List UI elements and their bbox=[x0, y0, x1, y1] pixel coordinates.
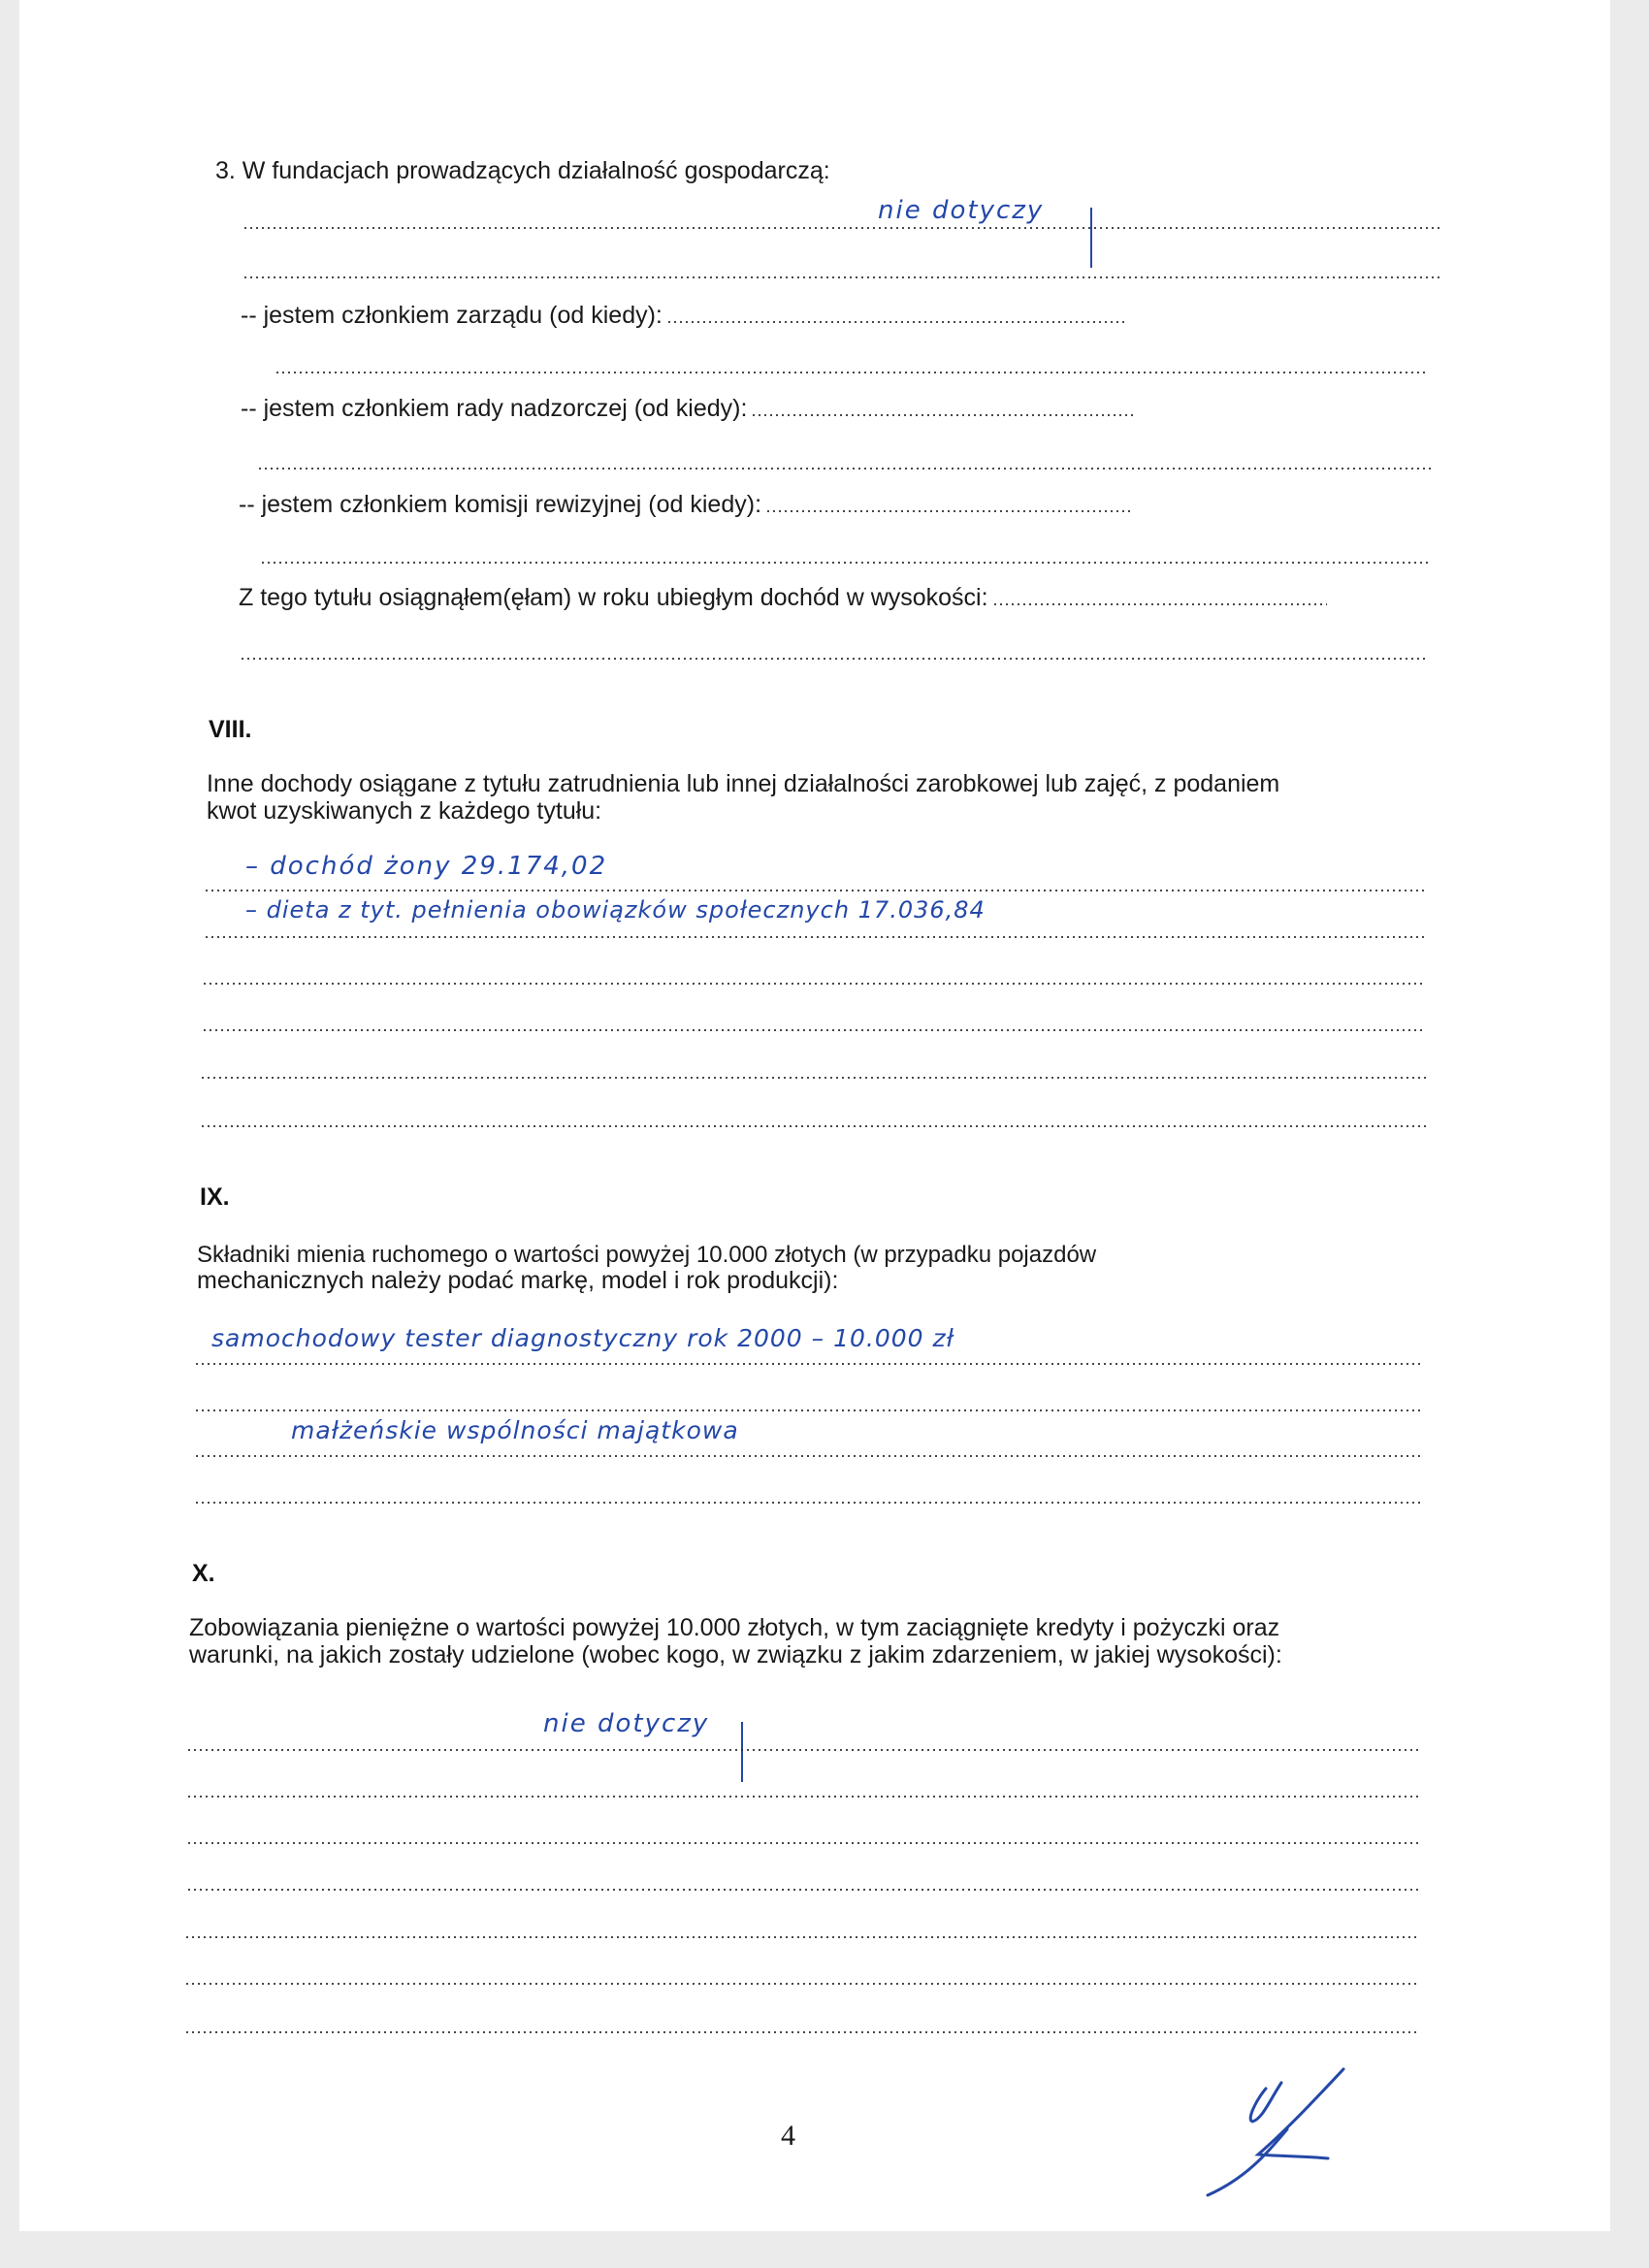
dotted-line bbox=[184, 2031, 1418, 2033]
dotted-line bbox=[240, 658, 1428, 660]
section-8-number: VIII. bbox=[209, 716, 252, 743]
handwritten-entry: samochodowy tester diagnostyczny rok 2000 – 10.000 zł bbox=[211, 1324, 954, 1352]
handwritten-entry: – dieta z tyt. pełnienia obowiązków społecznych 17.036,84 bbox=[245, 896, 986, 923]
audit-committee-field bbox=[239, 492, 1134, 518]
section-9-text-line1: Składniki mienia ruchomego o wartości powyżej 10.000 złotych (w przypadku pojazdów bbox=[197, 1242, 1097, 1268]
handwritten-entry: – dochód żony 29.174,02 bbox=[245, 852, 608, 881]
dotted-line bbox=[992, 603, 1327, 605]
section-3-heading: 3. W fundacjach prowadzących działalność gospodarczą: bbox=[215, 157, 830, 184]
dotted-line bbox=[242, 276, 1440, 278]
ink-stroke bbox=[741, 1722, 743, 1782]
dotted-line bbox=[184, 1983, 1418, 1985]
dotted-line bbox=[186, 1796, 1418, 1798]
dotted-line bbox=[186, 1842, 1418, 1844]
board-member-field bbox=[241, 303, 1127, 329]
section-9-text-line2: mechanicznych należy podać markę, model i rok produkcji): bbox=[197, 1267, 839, 1294]
dotted-line bbox=[260, 562, 1429, 564]
dotted-line bbox=[204, 936, 1426, 938]
dotted-line bbox=[194, 1409, 1421, 1411]
audit-committee-label: -- jestem członkiem komisji rewizyjnej (od kiedy): bbox=[239, 491, 762, 518]
dotted-line bbox=[200, 1077, 1428, 1079]
dotted-line bbox=[186, 1889, 1418, 1891]
section-10-text-line2: warunki, na jakich zostały udzielone (wobec kogo, w związku z jakim zdarzeniem, w jakiej wysokości): bbox=[189, 1641, 1282, 1669]
board-member-label: -- jestem członkiem zarządu (od kiedy): bbox=[241, 302, 663, 329]
ink-stroke bbox=[1090, 208, 1092, 268]
income-label: Z tego tytułu osiągnąłem(ęłam) w roku ubiegłym dochód w wysokości: bbox=[239, 584, 988, 611]
dotted-line bbox=[202, 983, 1426, 985]
dotted-line bbox=[202, 1029, 1426, 1031]
dotted-line bbox=[194, 1363, 1421, 1365]
signature-initials bbox=[1198, 2061, 1363, 2197]
dotted-line bbox=[200, 1125, 1428, 1127]
page-number: 4 bbox=[781, 2120, 795, 2152]
dotted-line bbox=[275, 372, 1429, 373]
handwritten-answer: nie dotyczy bbox=[543, 1709, 710, 1738]
section-9-number: IX. bbox=[200, 1183, 230, 1211]
dotted-line bbox=[242, 227, 1440, 229]
dotted-line bbox=[194, 1502, 1421, 1504]
dotted-line bbox=[204, 890, 1426, 891]
dotted-line bbox=[666, 321, 1127, 323]
section-8-text-line1: Inne dochody osiągane z tytułu zatrudnienia lub innej działalności zarobkowej lub zajęć, z podaniem bbox=[207, 770, 1280, 797]
section-8-text-line2: kwot uzyskiwanych z każdego tytułu: bbox=[207, 797, 602, 825]
dotted-line bbox=[257, 468, 1431, 470]
income-field bbox=[239, 585, 1327, 611]
dotted-line bbox=[194, 1455, 1421, 1457]
dotted-line bbox=[765, 510, 1134, 512]
dotted-line bbox=[184, 1936, 1418, 1938]
handwritten-answer: nie dotyczy bbox=[878, 196, 1045, 225]
dotted-line bbox=[751, 414, 1134, 416]
supervisory-board-label: -- jestem członkiem rady nadzorczej (od kiedy): bbox=[241, 395, 748, 422]
section-10-number: X. bbox=[192, 1560, 215, 1587]
handwritten-entry: małżeńskie wspólności majątkowa bbox=[291, 1416, 739, 1444]
supervisory-board-field bbox=[241, 396, 1134, 422]
dotted-line bbox=[186, 1749, 1418, 1751]
section-10-text-line1: Zobowiązania pieniężne o wartości powyżej 10.000 złotych, w tym zaciągnięte kredyty i pożyczki oraz bbox=[189, 1614, 1280, 1641]
